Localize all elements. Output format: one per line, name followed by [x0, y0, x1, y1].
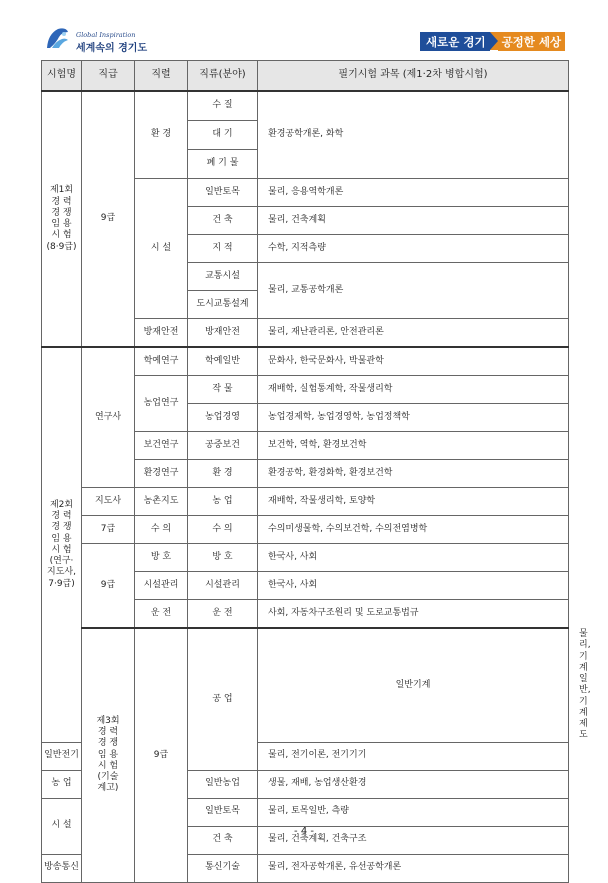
exam2-grade9: 9급 — [82, 544, 135, 629]
page-number: - 4 - — [294, 826, 314, 837]
table-row — [42, 488, 569, 516]
exam2-field: 농 업 — [188, 488, 258, 516]
table-row: 제3회 경 력 경 쟁 임 용 시 험 (기술 계고) 9급 공 업 일반기계 물리, 기계일반, 기계제도 — [42, 628, 569, 742]
exam2-series: 수 의 — [135, 516, 188, 544]
exam1-field: 수 질 — [188, 91, 258, 121]
exam2-field: 환 경 — [188, 460, 258, 488]
logo-name: 세계속의 경기도 — [76, 43, 148, 54]
exam2-subjects: 농업경제학, 농업경영학, 농업정책학 — [258, 404, 569, 432]
exam2-vet-grade: 7급 — [82, 516, 135, 544]
exam3-name-line: 경 력 — [97, 727, 119, 738]
exam1-field: 폐 기 물 — [188, 150, 258, 179]
page-header — [0, 0, 608, 62]
exam1-subjects: 물리, 교통공학개론 — [258, 263, 569, 319]
exam3-field: 통신기술 — [188, 854, 258, 882]
exam2-series: 시설관리 — [135, 572, 188, 600]
exam1-series: 방재안전 — [135, 319, 188, 348]
exam3-field: 건 축 — [188, 826, 258, 854]
exam3-subjects: 물리, 전기이론, 전기기기 — [258, 742, 569, 770]
slogan-arrow-icon — [490, 32, 498, 50]
exam2-field: 학예일반 — [188, 347, 258, 376]
exam3-subjects: 생물, 재배, 농업생산환경 — [258, 770, 569, 798]
exam3-grade: 9급 — [135, 628, 188, 882]
exam1-field: 대 기 — [188, 121, 258, 150]
slogan-part2: 공정한 세상 — [498, 32, 566, 51]
exam2-subjects: 한국사, 사회 — [258, 544, 569, 572]
exam1-field: 일반토목 — [188, 179, 258, 207]
exam2-series: 보건연구 — [135, 432, 188, 460]
exam3-series: 농 업 — [42, 770, 82, 798]
logo-tagline: Global Inspiration — [76, 31, 136, 39]
exam1-field: 건 축 — [188, 207, 258, 235]
exam1-grade: 9급 — [82, 91, 135, 347]
exam1-name-line: 임 용 — [51, 219, 72, 229]
header-series: 직렬 — [135, 61, 188, 92]
exam3-name-line: 시 험 — [97, 760, 119, 771]
exam2-name-line: 지도사, — [47, 567, 76, 578]
gyeonggi-logo-icon — [44, 26, 70, 52]
exam3-name-line: (기술 — [97, 772, 119, 783]
exam3-subjects: 물리, 건축계획, 건축구조 — [258, 826, 569, 854]
exam2-field: 공중보건 — [188, 432, 258, 460]
exam2-name-line: 제2회 — [49, 499, 74, 510]
exam2-name-line: 경 력 — [51, 511, 72, 521]
slogan-banner — [420, 32, 565, 51]
exam2-subjects: 문화사, 한국문화사, 박물관학 — [258, 347, 569, 376]
table-row — [42, 516, 569, 544]
exam2-subjects: 재배학, 실험통계학, 작물생리학 — [258, 376, 569, 404]
exam2-guide-grade: 지도사 — [82, 488, 135, 516]
table-row — [42, 544, 569, 572]
exam2-field: 시설관리 — [188, 572, 258, 600]
exam3-field: 일반전기 — [42, 742, 82, 770]
exam2-name-line: 7·9급) — [48, 578, 75, 589]
exam1-subjects: 수학, 지적측량 — [258, 235, 569, 263]
exam-subjects-table — [41, 60, 591, 883]
exam1-field: 방재안전 — [188, 319, 258, 348]
header-exam-name: 시험명 — [42, 61, 82, 92]
exam2-field: 수 의 — [188, 516, 258, 544]
exam1-name-line: 경 력 — [51, 196, 72, 207]
exam2-name-line: (연구· — [49, 556, 74, 566]
exam2-series: 운 전 — [135, 600, 188, 629]
exam1-name — [42, 91, 82, 347]
slogan-part1: 새로운 경기 — [420, 32, 490, 51]
exam1-subjects: 물리, 건축계획 — [258, 207, 569, 235]
exam2-subjects: 재배학, 작물생리학, 토양학 — [258, 488, 569, 516]
header-field: 직류(분야) — [188, 61, 258, 92]
exam2-series: 농촌지도 — [135, 488, 188, 516]
exam2-series: 방 호 — [135, 544, 188, 572]
exam3-name-line: 제3회 — [96, 715, 120, 726]
exam3-ind-series: 공 업 — [188, 628, 258, 770]
header-subjects: 필기시험 과목 (제1·2차 병합시험) — [258, 61, 569, 92]
exam3-name-line: 임 용 — [97, 749, 119, 760]
exam2-subjects: 사회, 자동차구조원리 및 도로교통법규 — [258, 600, 569, 629]
exam3-field: 일반토목 — [188, 798, 258, 826]
exam1-env-series: 환 경 — [135, 91, 188, 179]
exam2-field: 운 전 — [188, 600, 258, 629]
exam1-field: 도시교통설계 — [188, 291, 258, 319]
table-row — [42, 91, 569, 121]
exam3-fac-series: 시 설 — [42, 798, 82, 854]
exam2-field: 작 물 — [188, 376, 258, 404]
exam2-series: 학예연구 — [135, 347, 188, 376]
exam3-subjects: 물리, 전자공학개론, 유선공학개론 — [258, 854, 569, 882]
exam2-subjects: 수의미생물학, 수의보건학, 수의전염병학 — [258, 516, 569, 544]
exam3-name — [82, 628, 135, 882]
exam1-name-line: 제1회 — [49, 185, 74, 196]
exam1-name-line: (8·9급) — [46, 241, 77, 252]
exam3-name-line: 경 쟁 — [97, 738, 119, 749]
table-row — [42, 347, 569, 376]
exam2-name-line: 시 험 — [51, 544, 72, 555]
exam2-name-line: 경 쟁 — [51, 522, 72, 533]
exam1-subjects: 환경공학개론, 화학 — [258, 91, 569, 179]
table-header-row — [42, 61, 569, 92]
exam3-field: 일반농업 — [188, 770, 258, 798]
exam3-name-line: 계고) — [97, 783, 119, 794]
exam2-subjects: 보건학, 역학, 환경보건학 — [258, 432, 569, 460]
exam2-name — [42, 347, 82, 742]
exam2-name-line: 임 용 — [51, 533, 72, 544]
exam2-subjects: 환경공학, 환경화학, 환경보건학 — [258, 460, 569, 488]
exam3-field: 일반기계 — [258, 628, 569, 742]
exam2-series: 농업연구 — [135, 376, 188, 432]
exam2-series: 환경연구 — [135, 460, 188, 488]
exam3-series: 방송통신 — [42, 854, 82, 882]
exam1-subjects: 물리, 재난관리론, 안전관리론 — [258, 319, 569, 348]
exam2-field: 방 호 — [188, 544, 258, 572]
header-grade: 직급 — [82, 61, 135, 92]
exam1-name-line: 시 험 — [51, 230, 72, 241]
exam3-subjects: 물리, 토목일반, 측량 — [258, 798, 569, 826]
exam1-fac-series: 시 설 — [135, 179, 188, 319]
exam1-subjects: 물리, 응용역학개론 — [258, 179, 569, 207]
exam1-field: 지 적 — [188, 235, 258, 263]
exam2-subjects: 한국사, 사회 — [258, 572, 569, 600]
exam1-field: 교통시설 — [188, 263, 258, 291]
exam1-name-line: 경 쟁 — [51, 207, 72, 218]
exam2-researcher-grade: 연구사 — [82, 347, 135, 488]
exam2-field: 농업경영 — [188, 404, 258, 432]
